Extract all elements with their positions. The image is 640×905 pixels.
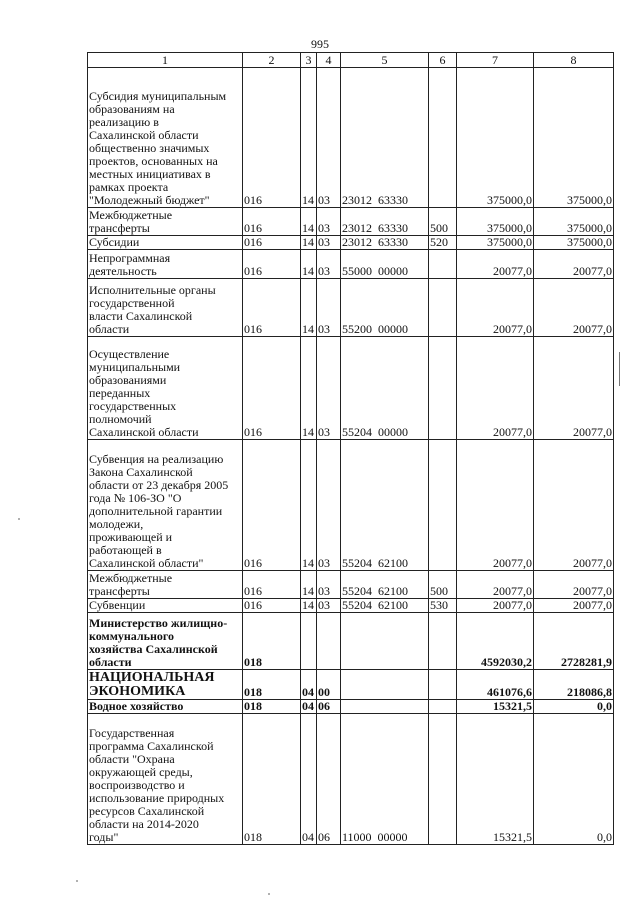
row-amount-year2: 20077,0	[534, 571, 614, 599]
row-ministry-code: 016	[243, 337, 301, 440]
row-expense-type	[429, 700, 457, 714]
row-name: Межбюджетные трансферты	[88, 571, 243, 599]
row-section-code: 14	[301, 440, 317, 571]
row-expense-type: 500	[429, 208, 457, 236]
row-section-code: 04	[301, 714, 317, 845]
row-name: Субвенции	[88, 599, 243, 613]
row-name: Субсидия муниципальным образованиям на реализацию в Сахалинской области общественно значимых проектов, основанных на местных инициативах в рамках проекта "Молодежный бюджет"	[88, 68, 243, 208]
table-row	[88, 440, 614, 571]
table-row	[88, 68, 614, 208]
row-target-code: 55204 62100	[341, 599, 429, 613]
row-amount-year2: 20077,0	[534, 440, 614, 571]
column-header: 2	[243, 53, 301, 68]
row-ministry-code: 016	[243, 236, 301, 250]
row-section-code: 14	[301, 208, 317, 236]
row-section-code: 14	[301, 68, 317, 208]
row-name: Исполнительные органы государственной власти Сахалинской области	[88, 279, 243, 337]
row-amount-year2: 20077,0	[534, 279, 614, 337]
row-amount-year2: 0,0	[534, 700, 614, 714]
row-subsection-code: 03	[317, 599, 341, 613]
row-target-code	[341, 670, 429, 700]
row-expense-type	[429, 337, 457, 440]
row-subsection-code: 03	[317, 236, 341, 250]
row-target-code: 11000 00000	[341, 714, 429, 845]
row-name: НАЦИОНАЛЬНАЯ ЭКОНОМИКА	[88, 670, 243, 700]
row-name: Водное хозяйство	[88, 700, 243, 714]
page-number: 995	[311, 37, 329, 51]
row-expense-type	[429, 440, 457, 571]
column-header: 4	[317, 53, 341, 68]
row-section-code: 14	[301, 250, 317, 279]
row-ministry-code: 016	[243, 599, 301, 613]
row-subsection-code: 06	[317, 700, 341, 714]
row-expense-type	[429, 670, 457, 700]
row-name: Субвенция на реализацию Закона Сахалинской области от 23 декабря 2005 года № 106-ЗО "О дополнительной гарантии молодежи, проживающей и работающей в Сахалинской области"	[88, 440, 243, 571]
column-header: 6	[429, 53, 457, 68]
row-ministry-code: 018	[243, 700, 301, 714]
row-amount-year1: 15321,5	[457, 714, 534, 845]
row-amount-year1: 20077,0	[457, 279, 534, 337]
row-ministry-code: 018	[243, 714, 301, 845]
row-subsection-code: 03	[317, 440, 341, 571]
row-expense-type: 520	[429, 236, 457, 250]
row-subsection-code: 03	[317, 337, 341, 440]
row-name: Межбюджетные трансферты	[88, 208, 243, 236]
row-subsection-code: 03	[317, 68, 341, 208]
row-subsection-code: 06	[317, 714, 341, 845]
row-expense-type: 530	[429, 599, 457, 613]
row-section-code: 14	[301, 279, 317, 337]
row-amount-year1: 20077,0	[457, 337, 534, 440]
row-expense-type	[429, 613, 457, 670]
row-name: Министерство жилищно- коммунального хозяйства Сахалинской области	[88, 613, 243, 670]
scan-edge-mark	[619, 352, 620, 386]
row-subsection-code	[317, 613, 341, 670]
row-amount-year1: 20077,0	[457, 599, 534, 613]
row-ministry-code: 016	[243, 571, 301, 599]
row-section-code: 04	[301, 700, 317, 714]
row-name: Непрограммная деятельность	[88, 250, 243, 279]
row-amount-year2: 20077,0	[534, 250, 614, 279]
row-amount-year1: 20077,0	[457, 440, 534, 571]
row-expense-type	[429, 279, 457, 337]
row-amount-year1: 375000,0	[457, 68, 534, 208]
row-subsection-code: 03	[317, 571, 341, 599]
row-expense-type	[429, 68, 457, 208]
table-row	[88, 714, 614, 845]
table-row	[88, 337, 614, 440]
row-target-code: 55204 62100	[341, 440, 429, 571]
row-name: Осуществление муниципальными образованиями переданных государственных полномочий Сахалинской области	[88, 337, 243, 440]
table-row	[88, 250, 614, 279]
table-row	[88, 571, 614, 599]
row-amount-year2: 375000,0	[534, 208, 614, 236]
row-name: Государственная программа Сахалинской области "Охрана окружающей среды, воспроизводство и использование природных ресурсов Сахалинской области на 2014-2020 годы"	[88, 714, 243, 845]
row-section-code: 14	[301, 571, 317, 599]
row-amount-year1: 461076,6	[457, 670, 534, 700]
column-header: 5	[341, 53, 429, 68]
row-amount-year2: 20077,0	[534, 599, 614, 613]
row-amount-year2: 2728281,9	[534, 613, 614, 670]
table-row	[88, 613, 614, 670]
table-row	[88, 279, 614, 337]
column-header: 7	[457, 53, 534, 68]
row-subsection-code: 00	[317, 670, 341, 700]
row-subsection-code: 03	[317, 208, 341, 236]
row-target-code: 55000 00000	[341, 250, 429, 279]
row-subsection-code: 03	[317, 279, 341, 337]
row-amount-year2: 375000,0	[534, 68, 614, 208]
row-amount-year1: 4592030,2	[457, 613, 534, 670]
row-amount-year2: 218086,8	[534, 670, 614, 700]
row-ministry-code: 018	[243, 613, 301, 670]
row-ministry-code: 018	[243, 670, 301, 700]
scan-speck	[76, 880, 78, 882]
row-expense-type	[429, 250, 457, 279]
row-section-code: 14	[301, 337, 317, 440]
row-ministry-code: 016	[243, 250, 301, 279]
row-amount-year2: 375000,0	[534, 236, 614, 250]
row-amount-year2: 0,0	[534, 714, 614, 845]
column-header: 8	[534, 53, 614, 68]
row-amount-year1: 15321,5	[457, 700, 534, 714]
row-target-code	[341, 700, 429, 714]
row-amount-year1: 375000,0	[457, 236, 534, 250]
row-amount-year2: 20077,0	[534, 337, 614, 440]
row-target-code: 55204 00000	[341, 337, 429, 440]
row-amount-year1: 20077,0	[457, 250, 534, 279]
scan-speck	[18, 518, 20, 520]
row-ministry-code: 016	[243, 440, 301, 571]
row-target-code: 23012 63330	[341, 236, 429, 250]
scan-speck	[268, 893, 270, 895]
row-section-code: 14	[301, 599, 317, 613]
row-target-code: 55204 62100	[341, 571, 429, 599]
row-expense-type	[429, 714, 457, 845]
row-target-code: 23012 63330	[341, 208, 429, 236]
row-target-code: 55200 00000	[341, 279, 429, 337]
row-name: Субсидии	[88, 236, 243, 250]
table-row	[88, 670, 614, 700]
row-subsection-code: 03	[317, 250, 341, 279]
table-row	[88, 208, 614, 236]
row-target-code	[341, 613, 429, 670]
column-header-row	[88, 53, 614, 68]
table-row	[88, 599, 614, 613]
row-amount-year1: 20077,0	[457, 571, 534, 599]
column-header: 1	[88, 53, 243, 68]
row-ministry-code: 016	[243, 208, 301, 236]
row-section-code	[301, 613, 317, 670]
budget-table	[87, 52, 614, 845]
row-ministry-code: 016	[243, 279, 301, 337]
table-row	[88, 700, 614, 714]
row-expense-type: 500	[429, 571, 457, 599]
row-ministry-code: 016	[243, 68, 301, 208]
row-target-code: 23012 63330	[341, 68, 429, 208]
row-section-code: 04	[301, 670, 317, 700]
row-section-code: 14	[301, 236, 317, 250]
row-amount-year1: 375000,0	[457, 208, 534, 236]
table-row	[88, 236, 614, 250]
column-header: 3	[301, 53, 317, 68]
